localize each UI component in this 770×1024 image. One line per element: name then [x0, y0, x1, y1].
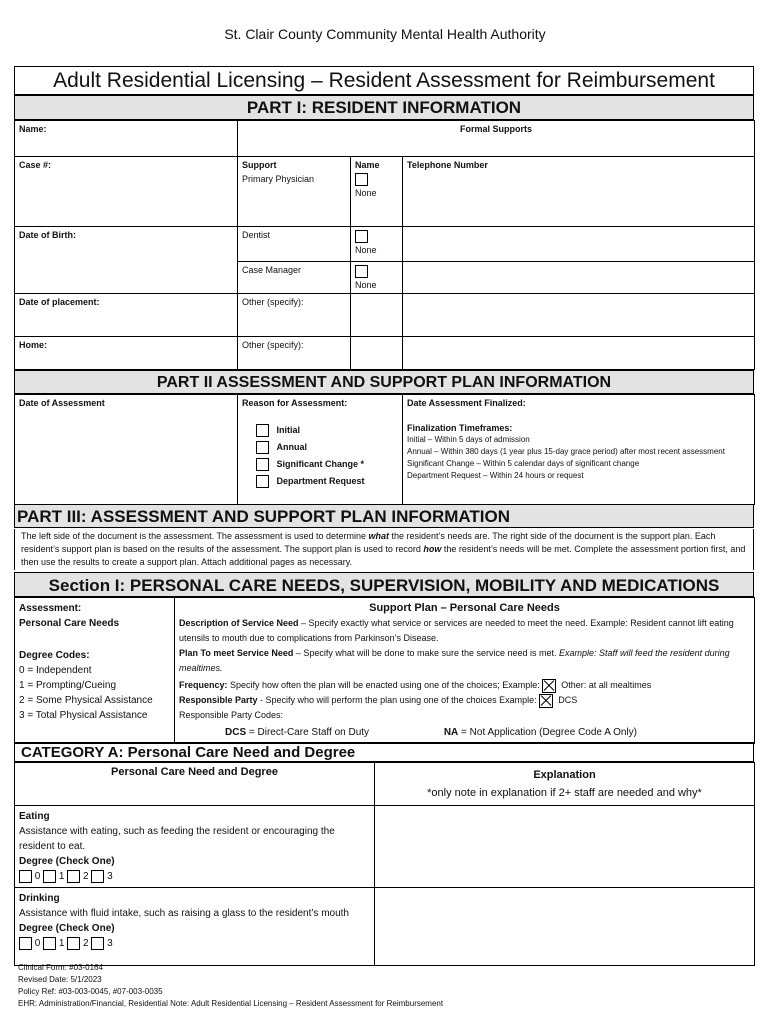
timeframe-department: Department Request – Within 24 hours or request	[407, 471, 584, 480]
description-of-service-need: Description of Service Need – Specify exactly what service or services are needed to meet the need. Example: Resident cannot lift eating utensils to mouth due to complications from Parkinson’s Disease.	[179, 618, 734, 643]
case-label: Case #:	[19, 160, 52, 170]
footer-policy: Policy Ref: #03-003-0045, #07-003-0035	[18, 987, 163, 996]
home-cell[interactable]	[15, 337, 238, 370]
timeframes-title: Finalization Timeframes:	[407, 423, 513, 433]
reason-significant-change[interactable]: Significant Change *	[256, 456, 398, 473]
degree-code-1: 1 = Prompting/Cueing	[19, 680, 117, 691]
eating-degree-2-checkbox[interactable]	[67, 870, 80, 883]
reason-label: Reason for Assessment:	[242, 398, 348, 408]
plan-to-meet-need: Plan To meet Service Need – Specify what will be done to make sure the service need is met. Example: Staff will feed the resident during mealtimes.	[179, 648, 730, 673]
none-label: None	[355, 280, 377, 290]
timeframe-initial: Initial – Within 5 days of admission	[407, 435, 530, 444]
placement-cell[interactable]	[15, 294, 238, 337]
footer-ehr: EHR: Administration/Financial, Residential Note: Adult Residential Licensing – Resident Assessment for Reimbursement	[18, 999, 444, 1008]
footer	[18, 962, 443, 1010]
part2-heading: PART II ASSESSMENT AND SUPPORT PLAN INFORMATION	[14, 370, 754, 394]
col-explanation: Explanation	[533, 769, 596, 781]
name-label: Name:	[19, 124, 47, 134]
degree-code-3: 3 = Total Physical Assistance	[19, 710, 148, 721]
col-phone: Telephone Number	[407, 160, 488, 170]
formal-supports-label: Formal Supports	[460, 124, 533, 134]
dentist-none-checkbox[interactable]	[355, 230, 368, 243]
na-code: NA	[443, 727, 459, 738]
col-support: Support	[242, 160, 277, 170]
category-a-heading: CATEGORY A: Personal Care Need and Degree	[14, 742, 754, 762]
eating-degree-0-checkbox[interactable]	[19, 870, 32, 883]
degree-code-0: 0 = Independent	[19, 665, 92, 676]
assessment-date-label: Date of Assessment	[19, 398, 105, 408]
drinking-degree-options: 0 1 2 3	[19, 936, 370, 951]
agency-name: St. Clair County Community Mental Health Authority	[224, 26, 546, 42]
footer-revised: Revised Date: 5/1/2023	[18, 975, 102, 984]
none-label: None	[355, 188, 377, 198]
degree-code-2: 2 = Some Physical Assistance	[19, 695, 153, 706]
frequency-line: Frequency: Specify how often the plan will be enacted using one of the choices; Example: Other: at all mealtimes	[179, 678, 750, 693]
explanation-note: *only note in explanation if 2+ staff are needed and why*	[427, 787, 702, 799]
section1-key-table: Assessment: Personal Care Needs Degree Codes: 0 = Independent 1 = Prompting/Cueing 2 = Some Physical Assistance 3 = Total Physical Assistance Support Plan – Personal Care Needs Description of Service Need – Specify exactly what service or services are needed to meet the need. Example: Resident cannot lift eating utensils to mouth due to complications from Parkinson’s Disease. Plan To meet Service Need – Specify what will be done to make sure the service need is met. Example: Staff will feed the resident during mealtimes. Frequency: Specify how often the plan will be enacted using one of the choices; Example: Other: at all mealtimes Responsible Party - Specify who will perform the plan using one of the choices Example: DCS Responsible Party Codes: DCS = Direct-Care Staff on Duty NA = Not Application (Degree Code A Only)	[14, 597, 755, 744]
reason-department-request[interactable]: Department Request	[256, 473, 398, 490]
resident-info-table	[14, 120, 755, 370]
support-other-1: Other (specify):	[238, 294, 351, 337]
case-cell[interactable]	[15, 157, 238, 227]
support-plan-title: Support Plan – Personal Care Needs	[369, 602, 560, 614]
assessment-info-table	[14, 394, 755, 505]
responsible-party-line: Responsible Party - Specify who will perform the plan using one of the choices Example: DCS	[179, 693, 750, 708]
personal-care-needs-label: Personal Care Needs	[19, 618, 120, 629]
drinking-explanation[interactable]	[375, 888, 755, 966]
support-dentist: Dentist	[238, 227, 351, 262]
placement-label: Date of placement:	[19, 297, 100, 307]
none-label: None	[355, 245, 377, 255]
home-label: Home:	[19, 340, 48, 350]
support-primary-physician: Primary Physician	[242, 174, 315, 184]
footer-form: Clinical Form: #03-0164	[18, 963, 103, 972]
category-a-table	[14, 762, 755, 966]
eating-degree-3-checkbox[interactable]	[91, 870, 104, 883]
dcs-code: DCS	[225, 727, 247, 738]
eating-explanation[interactable]	[375, 806, 755, 888]
responsible-example-checked-box	[539, 694, 553, 708]
other-2-name[interactable]	[351, 337, 403, 370]
support-case-manager: Case Manager	[238, 262, 351, 294]
dob-cell[interactable]	[15, 227, 238, 294]
col-personal-care-need: Personal Care Need and Degree	[111, 766, 278, 778]
assessment-label: Assessment:	[19, 603, 82, 614]
reason-annual[interactable]: Annual	[256, 439, 398, 456]
other-2-phone[interactable]	[403, 337, 755, 370]
section1-heading: Section I: PERSONAL CARE NEEDS, SUPERVISION, MOBILITY AND MEDICATIONS	[14, 572, 754, 597]
frequency-example-checked-box	[542, 679, 556, 693]
degree-codes-label: Degree Codes:	[19, 650, 90, 661]
page-title: Adult Residential Licensing – Resident Assessment for Reimbursement	[14, 66, 754, 95]
responsible-party-codes: Responsible Party Codes:	[179, 710, 284, 720]
eating-degree-options: 0 1 2 3	[19, 869, 370, 884]
eating-degree-1-checkbox[interactable]	[43, 870, 56, 883]
col-name: Name	[355, 160, 380, 170]
drinking-degree-2-checkbox[interactable]	[67, 937, 80, 950]
case-manager-phone[interactable]	[403, 262, 755, 294]
finalized-label: Date Assessment Finalized:	[407, 398, 526, 408]
primary-none-checkbox[interactable]	[355, 173, 368, 186]
part3-heading: PART III: ASSESSMENT AND SUPPORT PLAN INFORMATION	[14, 504, 754, 528]
care-item-drinking: Drinking Assistance with fluid intake, such as raising a glass to the resident’s mouth Degree (Check One) 0 1 2 3	[15, 888, 375, 966]
reason-initial[interactable]: Initial	[256, 422, 398, 439]
dob-label: Date of Birth:	[19, 230, 76, 240]
support-other-2: Other (specify):	[238, 337, 351, 370]
other-1-phone[interactable]	[403, 294, 755, 337]
assessment-date-cell[interactable]	[15, 395, 238, 505]
timeframe-annual: Annual – Within 380 days (1 year plus 15-day grace period) after most recent assessment	[407, 447, 725, 456]
case-manager-none-checkbox[interactable]	[355, 265, 368, 278]
timeframe-significant: Significant Change – Within 5 calendar days of significant change	[407, 459, 640, 468]
drinking-degree-1-checkbox[interactable]	[43, 937, 56, 950]
part3-instructions: The left side of the document is the assessment. The assessment is used to determine what the resident’s needs are. The right side of the document is the support plan. Each resident’s support plan is based on the results of the assessment. The support plan is used to record how the resident’s needs will be met. Complete the assessment portion first, and then use the results to create a support plan. Attach additional pages as necessary.	[14, 529, 754, 570]
drinking-degree-3-checkbox[interactable]	[91, 937, 104, 950]
dentist-phone[interactable]	[403, 227, 755, 262]
part1-heading: PART I: RESIDENT INFORMATION	[14, 95, 754, 120]
drinking-degree-0-checkbox[interactable]	[19, 937, 32, 950]
other-1-name[interactable]	[351, 294, 403, 337]
care-item-eating: Eating Assistance with eating, such as feeding the resident or encouraging the resident to eat. Degree (Check One) 0 1 2 3	[15, 806, 375, 888]
name-cell[interactable]	[15, 121, 238, 157]
